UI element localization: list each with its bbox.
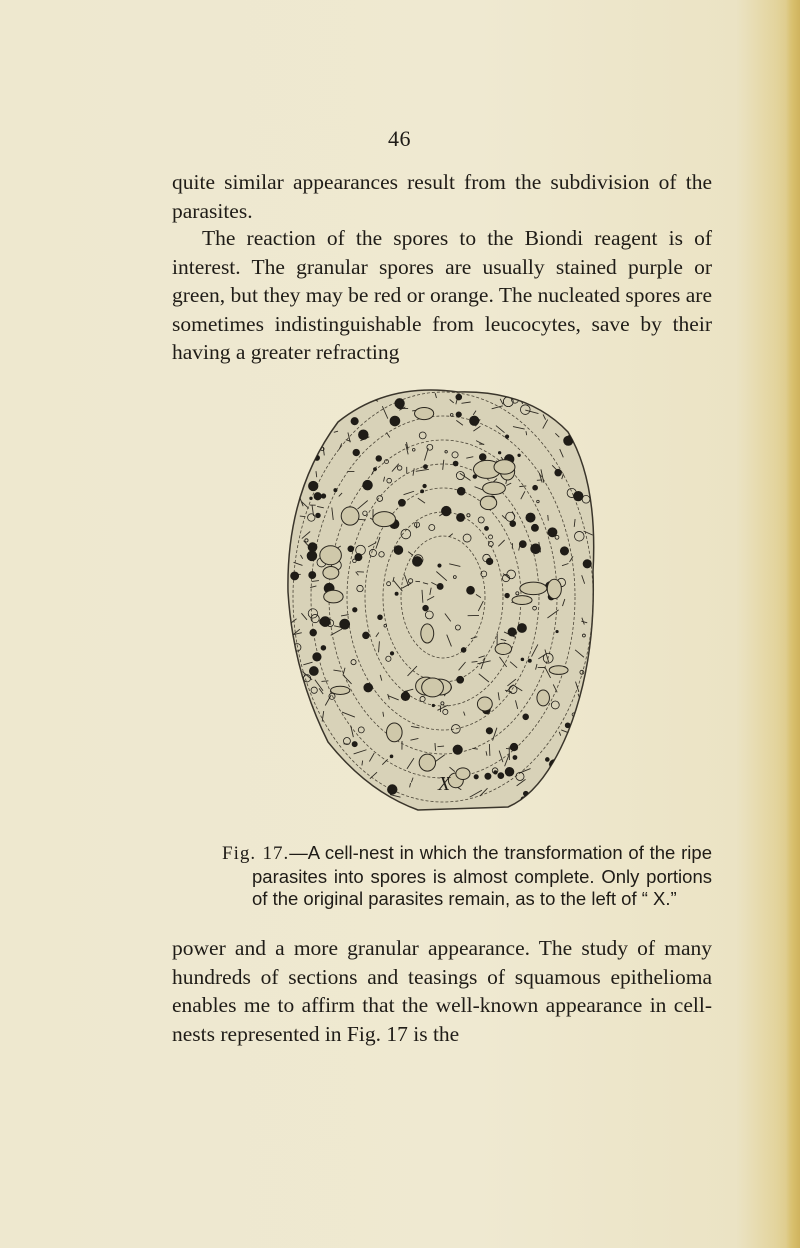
page-edge-shadow: [786, 0, 800, 1248]
figure-caption-text: —A cell-nest in which the transformation of the ripe parasites into spores is almost complete. Only portions of the original parasites remain, as to the left of “ X.”: [252, 842, 712, 909]
figure-marker-x: X: [438, 773, 451, 795]
figure-cell-nest: [268, 372, 608, 812]
figure-caption: [222, 842, 712, 911]
cell-nest-illustration: [268, 372, 608, 812]
page-number: 46: [388, 126, 411, 151]
paragraph-text: quite similar appearances result from the subdivision of the parasites.: [172, 170, 712, 223]
paragraph-text: The reaction of the spores to the Biondi reagent is of interest. The granular spores are usually stained purple or green, but they may be red or orange. The nucleated spores are sometimes indistinguishable from leucocytes, save by their having a greater refracting: [172, 226, 712, 365]
paragraph-biondi-reaction: [172, 224, 712, 367]
figure-label: Fig. 17.: [222, 843, 290, 864]
paragraph-continued: [172, 168, 712, 225]
paragraph-study: [172, 934, 712, 1048]
paragraph-text: power and a more granular appearance. The study of many hundreds of sections and teasings of squamous epithelioma enables me to affirm that the well-known appearance in cell-nests represented in Fig. 17 is the: [172, 936, 712, 1046]
